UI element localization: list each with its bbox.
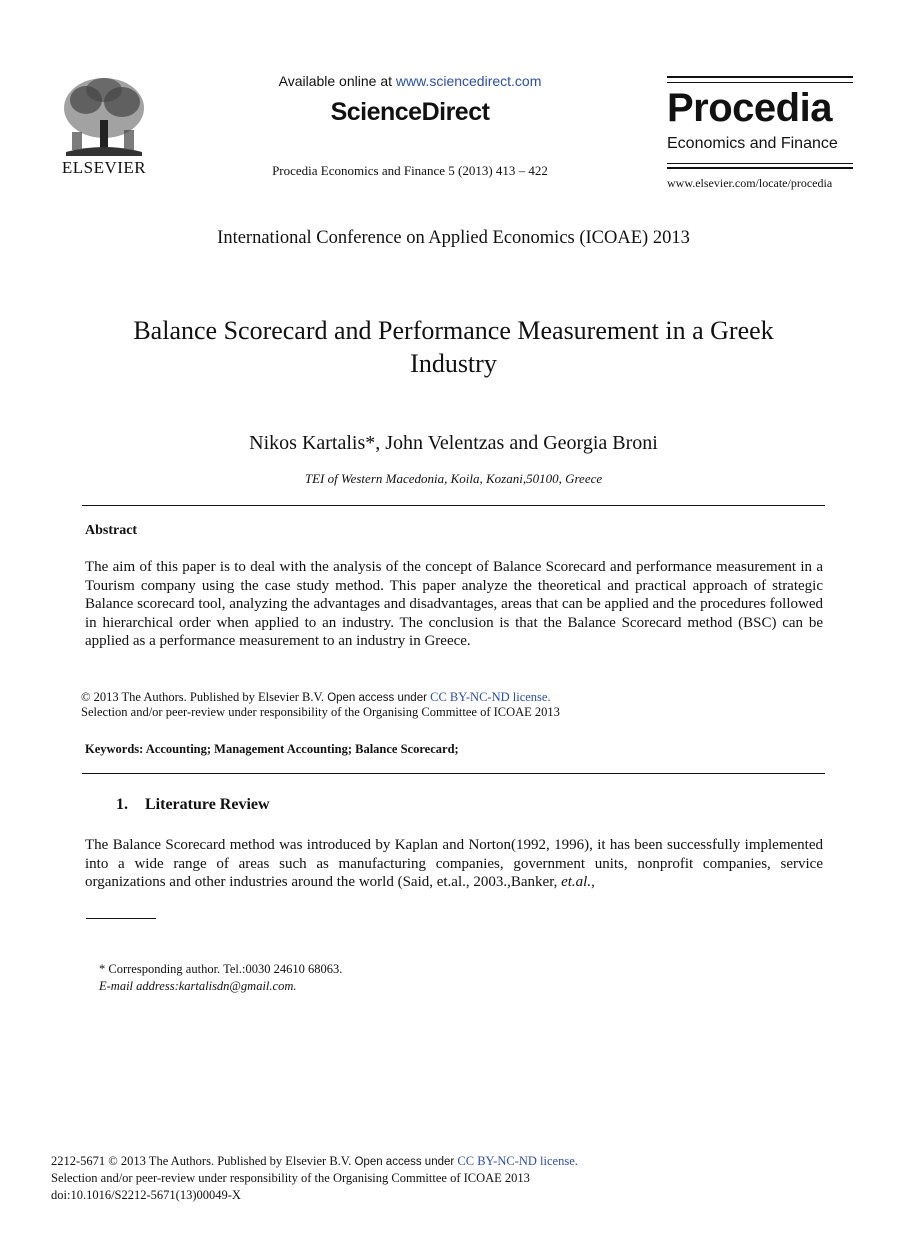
procedia-top-rule: [667, 76, 853, 78]
elsevier-wordmark: ELSEVIER: [61, 158, 147, 177]
footer-license-link[interactable]: CC BY-NC-ND license.: [457, 1154, 578, 1168]
journal-citation: Procedia Economics and Finance 5 (2013) 413 – 422: [272, 163, 548, 178]
abstract-top-rule: [82, 505, 825, 506]
footer-open-access-prefix: Open access under: [354, 1156, 458, 1168]
license-link[interactable]: CC BY-NC-ND license.: [430, 690, 551, 704]
sciencedirect-link[interactable]: www.sciencedirect.com: [395, 73, 542, 89]
footer-peer-review: Selection and/or peer-review under responsibility of the Organising Committee of ICOAE 2013: [51, 1171, 530, 1185]
footnote-rule: [86, 918, 156, 919]
conference-name: International Conference on Applied Economics (ICOAE) 2013: [217, 228, 690, 248]
procedia-subtitle: Economics and Finance: [667, 135, 838, 152]
procedia-bottom-rule: [667, 167, 853, 169]
author-list: Nikos Kartalis*, John Velentzas and Georgia Broni: [249, 432, 658, 454]
section-number: 1.: [116, 796, 128, 813]
peer-review-statement: Selection and/or peer-review under responsibility of the Organising Committee of ICOAE 2013: [81, 705, 560, 719]
procedia-logo: Procedia: [667, 86, 832, 130]
section-title: Literature Review: [145, 796, 270, 813]
paper-title: Balance Scorecard and Performance Measurement in a Greek Industry: [133, 316, 774, 378]
corresponding-author-note: * Corresponding author. Tel.:0030 24610 68063.: [99, 962, 343, 976]
copyright-prefix: © 2013 The Authors. Published by Elsevier B.V.: [81, 690, 328, 704]
section-body-text: The Balance Scorecard method was introduced by Kaplan and Norton(1992, 1996), it has been successfully implemented into a wide range of areas such as manufacturing companies, government units, nonprofit companies, service organizations and other industries around the world (Said, et.al., 2003.,Banker,: [85, 837, 823, 890]
sciencedirect-brand: ScienceDirect: [330, 98, 490, 126]
available-online-line: [230, 73, 590, 89]
footer-issn-prefix: 2212-5671 © 2013 The Authors. Published by Elsevier B.V.: [51, 1154, 355, 1168]
footer-issn-line: [51, 1154, 578, 1169]
procedia-top-rule-thin: [667, 82, 853, 83]
section-heading: [116, 796, 270, 814]
corresponding-email: E-mail address:kartalisdn@gmail.com.: [99, 979, 297, 993]
section-body-italic: et.al.,: [561, 874, 595, 890]
abstract-bottom-rule: [82, 773, 825, 774]
section-body: [85, 836, 823, 893]
procedia-bottom-rule-thin: [667, 163, 853, 164]
abstract-heading: Abstract: [85, 523, 138, 538]
available-prefix: Available online at: [278, 73, 396, 89]
procedia-url[interactable]: www.elsevier.com/locate/procedia: [667, 176, 833, 190]
abstract-body: The aim of this paper is to deal with the analysis of the concept of Balance Scorecard and performance measurement in a Tourism company using the case study method. This paper analyze the theoretical and practical approach of strategic Balance scorecard tool, analyzing the advantages and disadvantages, areas that can be applied and the procedures followed in hierarchical order when applied to an industry. The conclusion is that the Balance Scorecard method (BSC) can be applied as a performance measurement to an industry in Greece.: [85, 559, 823, 649]
keywords: Keywords: Accounting; Management Accounting; Balance Scorecard;: [85, 742, 459, 756]
open-access-prefix: Open access under: [327, 692, 431, 704]
footer-doi[interactable]: doi:10.1016/S2212-5671(13)00049-X: [51, 1188, 241, 1202]
author-affiliation: TEI of Western Macedonia, Koila, Kozani,50100, Greece: [304, 471, 603, 486]
